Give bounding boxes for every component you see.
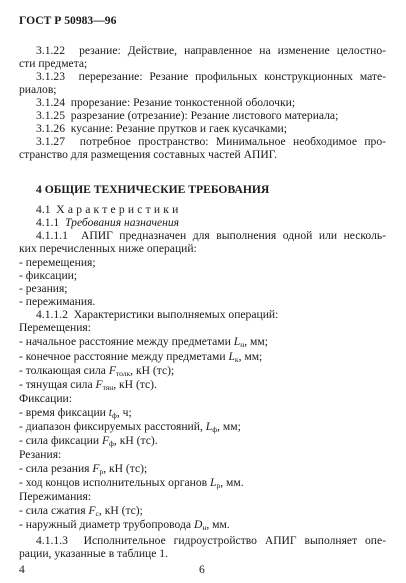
section-4-heading: 4 ОБЩИЕ ТЕХНИЧЕСКИЕ ТРЕБОВАНИЯ <box>36 183 270 196</box>
param-item: - конечное расстояние между предметами $L_к$, мм; <box>19 350 263 364</box>
group-move-title: Перемещения: <box>19 321 91 334</box>
paragraph-4-1-1-3-line1: 4.1.1.3 Исполнительное гидроустройство АПИГ выполняет опе- <box>36 534 387 547</box>
param-item: - время фиксации $t_ф$, ч; <box>19 406 132 420</box>
param-item: - сила сжатия $F_с$, кН (тс); <box>19 504 143 518</box>
param-item: - ход концов исполнительных органов $L_р$, мм. <box>19 476 244 490</box>
term-3-1-27-line1: 3.1.27 потребное пространство: Минимальное необходимое про- <box>36 135 387 148</box>
paragraph-4-1-1-2: 4.1.1.2 Характеристики выполняемых операций: <box>36 308 279 321</box>
term-3-1-22-line2: сти предмета; <box>19 57 88 70</box>
subsection-4-1-1: 4.1.1 Требования назначения <box>36 216 180 229</box>
param-item: - сила резания $F_р$, кН (тс); <box>19 462 148 476</box>
term-3-1-24: 3.1.24 прорезание: Резание тонкостенной оболочки; <box>36 96 296 109</box>
page-number-left: 4 <box>19 563 25 576</box>
group-fix-title: Фиксации: <box>19 392 72 405</box>
term-3-1-27-line2: странство для размещения составных частей АПИГ. <box>19 148 278 161</box>
paragraph-4-1-1-1-line1: 4.1.1.1 АПИГ предназначен для выполнения одной или несколь- <box>36 229 387 242</box>
paragraph-4-1-1-1-line2: ких перечисленных ниже операций: <box>19 242 197 255</box>
subsection-4-1: 4.1 Характеристики <box>36 203 182 216</box>
param-item: - сила фиксации $F_ф$, кН (тс). <box>19 434 158 448</box>
paragraph-4-1-1-3-line2: рации, указанные в таблице 1. <box>19 547 168 560</box>
page-title: ГОСТ Р 50983—96 <box>19 14 117 27</box>
param-item: - тянущая сила $F_{тян}$, кН (тс). <box>19 378 157 392</box>
page-number-center: 6 <box>199 563 205 576</box>
operation-item: - фиксации; <box>19 269 78 282</box>
term-3-1-22-line1: 3.1.22 резание: Действие, направленное на изменение целостно- <box>36 44 387 57</box>
group-cut-title: Резания: <box>19 448 62 461</box>
operation-item: - резания; <box>19 282 68 295</box>
group-squeeze-title: Пережимания: <box>19 490 92 503</box>
param-item: - толкающая сила $F_{толк}$, кН (тс); <box>19 364 175 378</box>
param-item: - диапазон фиксируемых расстояний, $L_ф$, мм; <box>19 420 241 434</box>
term-3-1-26: 3.1.26 кусание: Резание прутков и гаек кусачками; <box>36 122 287 135</box>
param-item: - начальное расстояние между предметами $L_н$, мм; <box>19 335 268 349</box>
term-3-1-23-line1: 3.1.23 перерезание: Резание профильных конструкционных мате- <box>36 70 386 83</box>
operation-item: - перемещения; <box>19 256 96 269</box>
term-3-1-23-line2: риалов; <box>19 83 57 96</box>
term-3-1-25: 3.1.25 разрезание (отрезание): Резание листового материала; <box>36 109 339 122</box>
operation-item: - пережимания. <box>19 295 96 308</box>
param-item: - наружный диаметр трубопровода $D_н$, мм. <box>19 518 230 532</box>
